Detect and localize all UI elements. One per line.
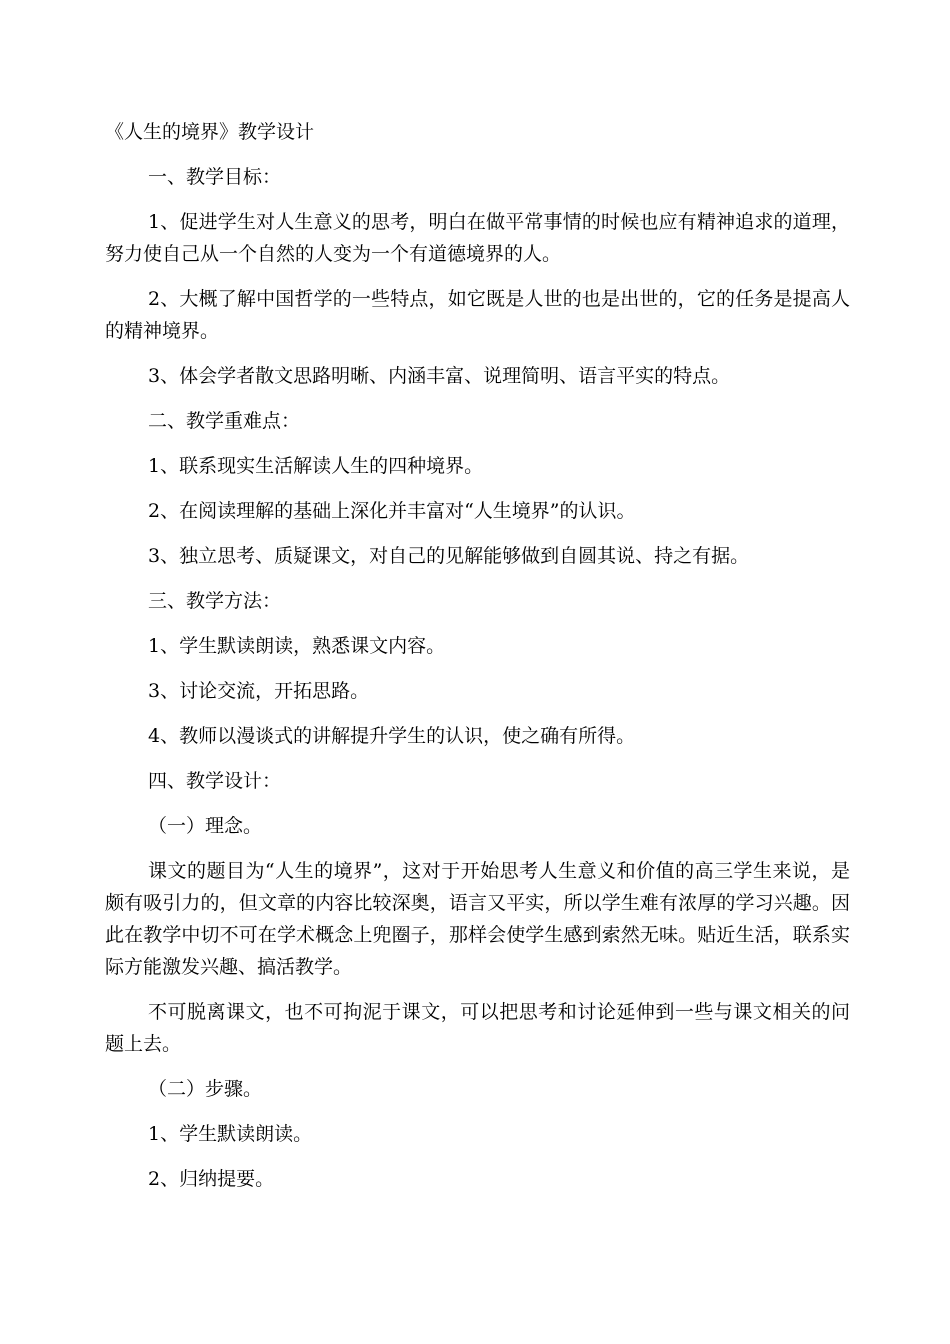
method-item-3: 3、讨论交流，开拓思路。 <box>148 680 370 702</box>
method-item-1: 1、学生默读朗读，熟悉课文内容。 <box>148 635 446 657</box>
concept-paragraph-2: 不可脱离课文，也不可拘泥于课文，可以把思考和讨论延伸到一些与课文相关的问题上去。 <box>105 1001 850 1055</box>
step-item-1: 1、学生默读朗读。 <box>148 1123 313 1145</box>
heading-teaching-design: 四、教学设计： <box>148 770 282 792</box>
heading-teaching-methods: 三、教学方法： <box>148 590 282 612</box>
goal-item-2: 2、大概了解中国哲学的一些特点，如它既是人世的也是出世的，它的任务是提高人的精神境界。 <box>105 288 850 342</box>
subheading-steps: （二）步骤。 <box>148 1078 263 1100</box>
subheading-concept: （一）理念。 <box>148 815 263 837</box>
document-title: 《人生的境界》教学设计 <box>105 121 315 143</box>
step-item-2: 2、归纳提要。 <box>148 1168 275 1190</box>
goal-item-3: 3、体会学者散文思路明晰、内涵丰富、说理简明、语言平实的特点。 <box>148 365 731 387</box>
key-point-item-1: 1、联系现实生活解读人生的四种境界。 <box>148 455 484 477</box>
heading-key-points: 二、教学重难点： <box>148 410 301 432</box>
method-item-4: 4、教师以漫谈式的讲解提升学生的认识，使之确有所得。 <box>148 725 636 747</box>
key-point-item-3: 3、独立思考、质疑课文，对自己的见解能够做到自圆其说、持之有据。 <box>148 545 750 567</box>
heading-teaching-goals: 一、教学目标： <box>148 166 282 188</box>
goal-item-1: 1、促进学生对人生意义的思考，明白在做平常事情的时候也应有精神追求的道理，努力使自己从一个自然的人变为一个有道德境界的人。 <box>105 211 850 265</box>
key-point-item-2: 2、在阅读理解的基础上深化并丰富对“人生境界”的认识。 <box>148 500 636 522</box>
concept-paragraph-1: 课文的题目为“人生的境界”，这对于开始思考人生意义和价值的高三学生来说，是颇有吸引力的，但文章的内容比较深奥，语言又平实，所以学生难有浓厚的学习兴趣。因此在教学中切不可在学术概念上兜圈子，那样会使学生感到索然无味。贴近生活，联系实际方能激发兴趣、搞活教学。 <box>105 860 850 978</box>
document-body <box>105 116 850 1208</box>
